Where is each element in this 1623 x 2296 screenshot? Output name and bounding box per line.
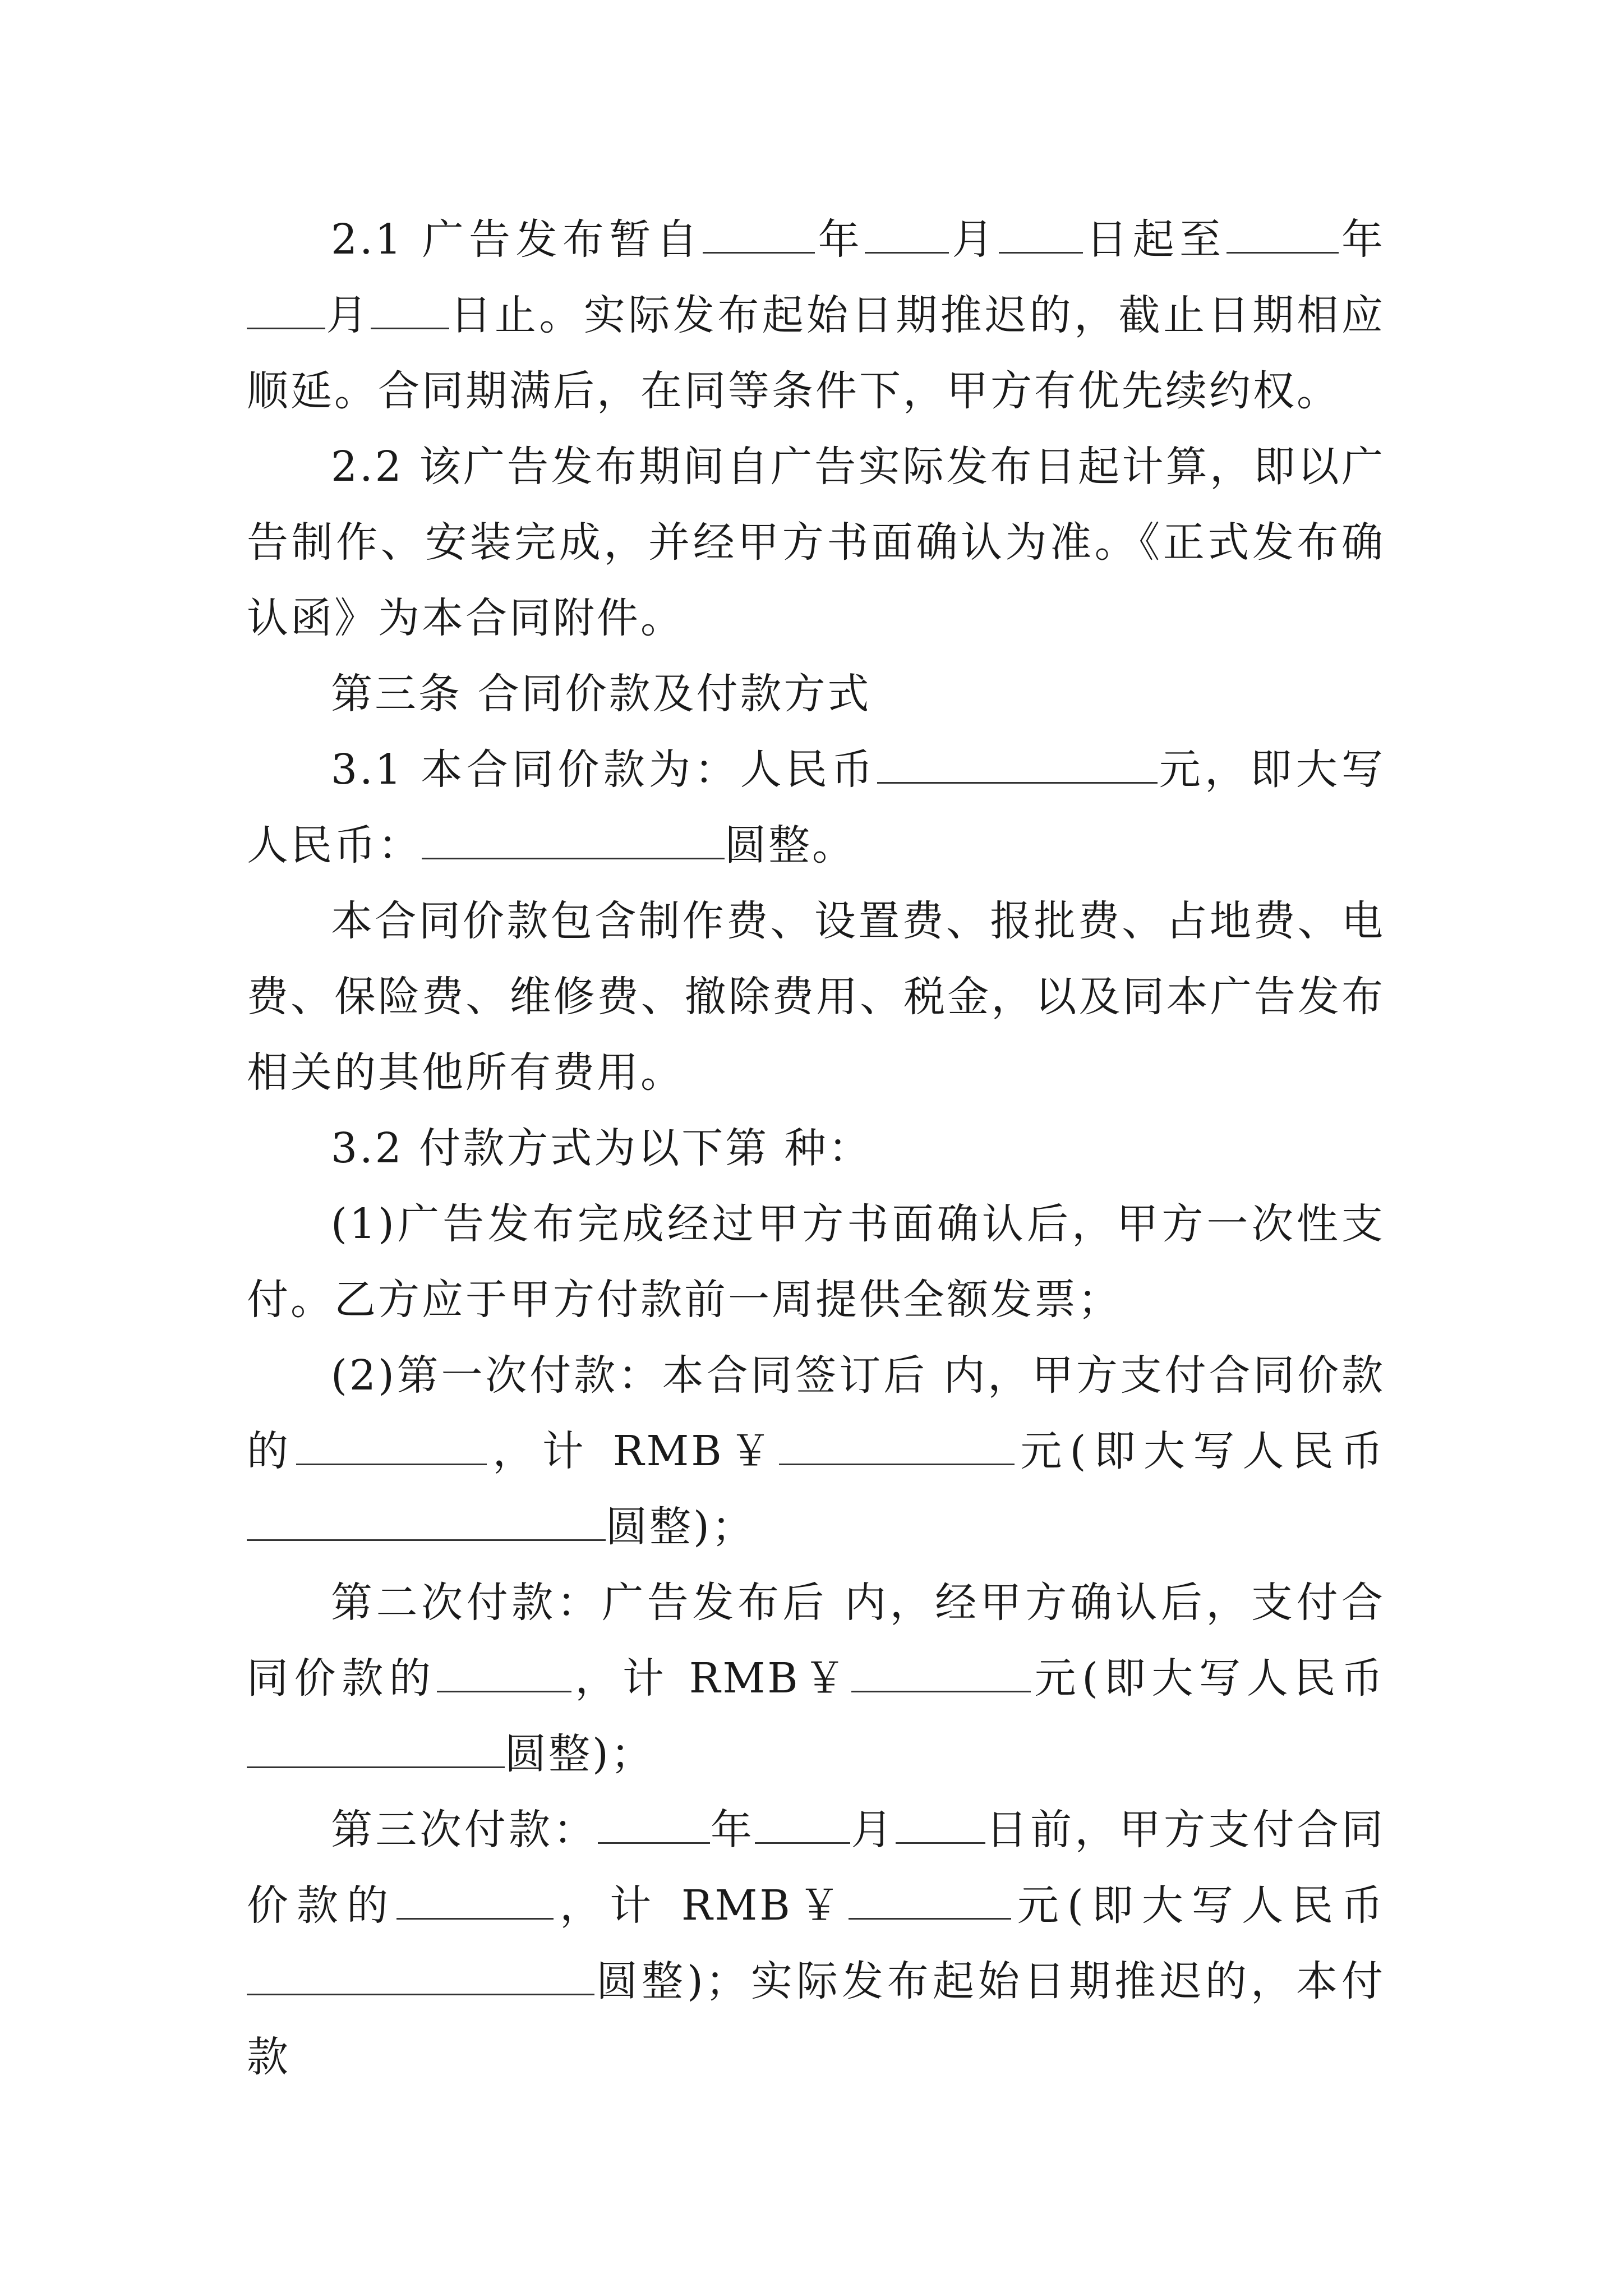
paragraph-text: 日前，甲方支付合同价款的 bbox=[247, 1806, 1386, 1930]
paragraph-text: 元(即大写人民币 bbox=[1011, 1881, 1386, 1930]
paragraph bbox=[247, 1111, 1385, 1186]
fill-in-blank[interactable] bbox=[247, 1504, 606, 1541]
paragraph-text: 月 bbox=[325, 291, 371, 339]
paragraph bbox=[247, 656, 1385, 732]
paragraph bbox=[247, 1565, 1385, 1792]
paragraph-text: 3.2 付款方式为以下第 种： bbox=[331, 1124, 872, 1172]
paragraph-text: ，计 RMB￥ bbox=[571, 1654, 851, 1703]
paragraph bbox=[247, 202, 1385, 429]
fill-in-blank[interactable] bbox=[296, 1429, 487, 1465]
paragraph-text: 圆整)； bbox=[505, 1730, 654, 1778]
paragraph-text: 本合同价款包含制作费、设置费、报批费、占地费、电费、保险费、维修费、撤除费用、税金，以及同本广告发布相关的其他所有费用。 bbox=[247, 897, 1385, 1097]
paragraph-text: 年 bbox=[815, 215, 865, 264]
paragraph-text: 日起至 bbox=[1082, 215, 1227, 264]
fill-in-blank[interactable] bbox=[247, 1732, 505, 1768]
fill-in-blank[interactable] bbox=[247, 293, 325, 329]
paragraph-text: 第二次付款：广告发布后 内，经甲方确认后，支付合同价款的 bbox=[247, 1579, 1385, 1703]
paragraph-text: 圆整)；实际发布起始日期推迟的，本付款 bbox=[247, 1957, 1385, 2081]
fill-in-blank[interactable] bbox=[1227, 217, 1339, 254]
paragraph-text: 月 bbox=[850, 1806, 896, 1854]
paragraph-text: 元，即大写人民币： bbox=[247, 746, 1385, 869]
paragraph-text: 元(即大写人民币 bbox=[1015, 1427, 1386, 1475]
paragraph bbox=[247, 884, 1385, 1111]
paragraph-text: (1)广告发布完成经过甲方书面确认后，甲方一次性支付。乙方应于甲方付款前一周提供全额发票； bbox=[247, 1200, 1385, 1324]
paragraph-text: (2)第一次付款：本合同签订后 内，甲方支付合同价款的 bbox=[247, 1351, 1385, 1475]
paragraph-text: 2.1 广告发布暂自 bbox=[331, 215, 703, 264]
paragraph bbox=[247, 1792, 1385, 2095]
fill-in-blank[interactable] bbox=[851, 1656, 1031, 1692]
fill-in-blank[interactable] bbox=[247, 1959, 594, 1995]
fill-in-blank[interactable] bbox=[598, 1807, 710, 1844]
fill-in-blank[interactable] bbox=[371, 293, 449, 329]
fill-in-blank[interactable] bbox=[779, 1429, 1015, 1465]
paragraph-text: 圆整)； bbox=[606, 1503, 755, 1551]
fill-in-blank[interactable] bbox=[999, 217, 1083, 254]
fill-in-blank[interactable] bbox=[703, 217, 815, 254]
document-page bbox=[247, 202, 1385, 2095]
fill-in-blank[interactable] bbox=[896, 1807, 985, 1844]
fill-in-blank[interactable] bbox=[422, 823, 725, 859]
fill-in-blank[interactable] bbox=[437, 1656, 571, 1692]
paragraph-text: 2.2 该广告发布期间自广告实际发布日起计算，即以广告制作、安装完成，并经甲方书面确认为准。《正式发布确认函》为本合同附件。 bbox=[247, 443, 1385, 642]
fill-in-blank[interactable] bbox=[849, 1883, 1011, 1920]
fill-in-blank[interactable] bbox=[755, 1807, 850, 1844]
paragraph-text: 第三条 合同价款及付款方式 bbox=[331, 670, 872, 718]
fill-in-blank[interactable] bbox=[877, 747, 1158, 784]
paragraph-text: 年 bbox=[1338, 215, 1386, 264]
paragraph-text: 圆整。 bbox=[725, 821, 856, 869]
paragraph-text: 3.1 本合同价款为：人民币 bbox=[331, 746, 877, 794]
paragraph-text: ，计 RMB￥ bbox=[487, 1427, 780, 1475]
paragraph-text: 月 bbox=[949, 215, 999, 264]
paragraph-text: 年 bbox=[709, 1806, 755, 1854]
paragraph-text: 第三次付款： bbox=[331, 1806, 598, 1854]
paragraph bbox=[247, 1186, 1385, 1338]
fill-in-blank[interactable] bbox=[396, 1883, 554, 1920]
fill-in-blank[interactable] bbox=[865, 217, 949, 254]
paragraph bbox=[247, 429, 1385, 656]
paragraph-text: 日止。实际发布起始日期推迟的，截止日期相应顺延。合同期满后，在同等条件下，甲方有优先续约权。 bbox=[247, 291, 1386, 415]
paragraph bbox=[247, 732, 1385, 884]
paragraph-text: ，计 RMB￥ bbox=[554, 1881, 849, 1930]
paragraph bbox=[247, 1338, 1385, 1565]
paragraph-text: 元(即大写人民币 bbox=[1030, 1654, 1386, 1703]
